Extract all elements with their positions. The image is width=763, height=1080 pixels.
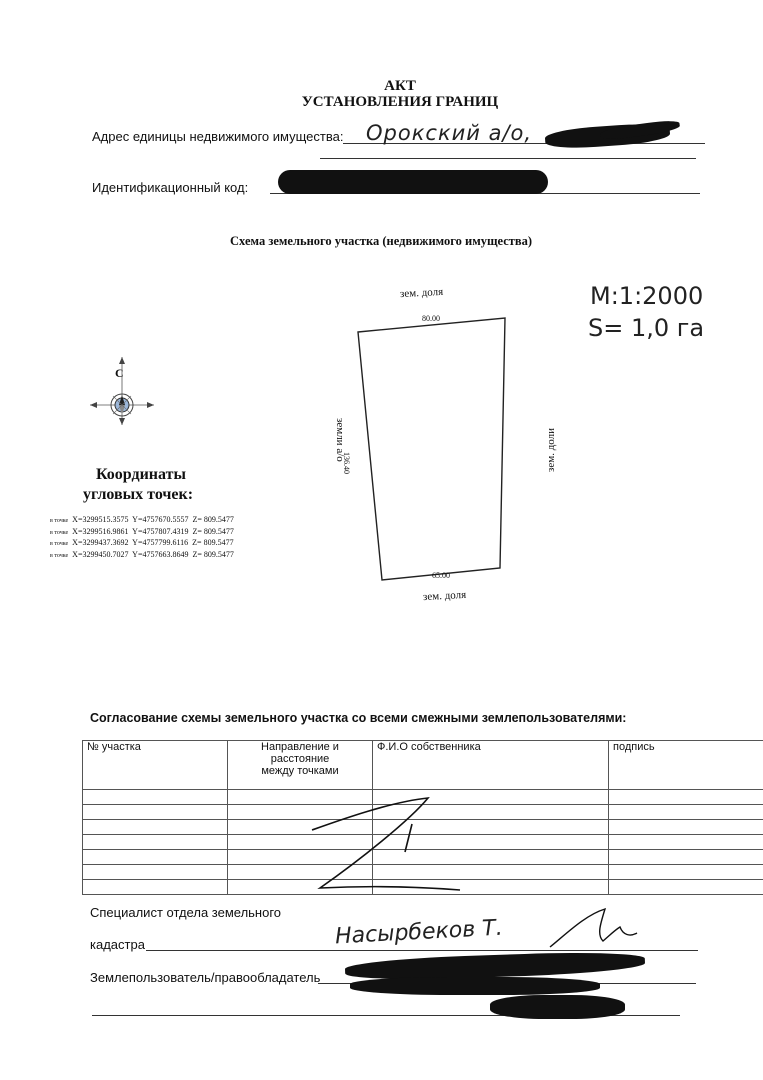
col-direction: Направление и расстояние между точками [228, 741, 373, 790]
table-header-row [83, 741, 763, 790]
compass-north-label: С [115, 366, 124, 380]
scheme-title: Схема земельного участка (недвижимого имущества) [230, 234, 533, 248]
specialist-label-line2: кадастра [90, 937, 145, 952]
landuser-redaction-3 [490, 995, 625, 1019]
label-top: зем. доля [399, 285, 444, 301]
agreement-title: Согласование схемы земельного участка со всеми смежными землепользователями: [90, 711, 627, 725]
coordinate-row: в точке X=3299516.9861 Y=4757807.4319 Z= 809.5477 [50, 526, 234, 536]
dim-bottom: 65.00 [432, 571, 450, 580]
document-title-line1: АКТ [384, 78, 416, 94]
dim-left: 136.40 [342, 452, 351, 474]
address-handwritten-value: Орокский а/о, [366, 121, 533, 145]
compass-icon [88, 355, 156, 427]
identification-redaction [278, 170, 548, 194]
area-note: S= 1,0 га [588, 314, 705, 342]
landuser-redaction-2 [350, 977, 600, 995]
specialist-signature [545, 905, 645, 955]
label-left: земли а/о [334, 418, 346, 462]
col-owner-name: Ф.И.О собственника [373, 741, 609, 790]
document-title-line2: УСТАНОВЛЕНИЯ ГРАНИЦ [301, 94, 499, 110]
address-label: Адрес единицы недвижимого имущества: [92, 129, 344, 144]
coordinates-title-line2: угловых точек: [83, 486, 194, 503]
identification-label: Идентификационный код: [92, 180, 249, 195]
coordinate-row: в точке X=3299450.7027 Y=4757663.8649 Z= 809.5477 [50, 549, 234, 559]
col-signature: подпись [609, 741, 763, 790]
label-right: зем. доли [545, 427, 557, 472]
dim-top: 80.00 [422, 314, 440, 323]
label-bottom: зем. доля [422, 588, 467, 604]
specialist-handwritten-name: Насырбеков Т. [334, 915, 504, 950]
scale-note: M:1:2000 [590, 282, 704, 310]
coordinates-title-line1: Координаты [96, 466, 186, 483]
coordinate-row: в точке X=3299437.3692 Y=4757799.6116 Z= 809.5477 [50, 538, 234, 547]
specialist-label-line1: Специалист отдела земельного [90, 905, 282, 920]
coordinates-list [50, 515, 234, 561]
landuser-label: Землепользователь/правообладатель [90, 970, 321, 985]
table-cancel-stroke [300, 790, 480, 900]
parcel-outline [358, 318, 505, 580]
coordinate-row: в точке X=3299515.3575 Y=4757670.5557 Z= 809.5477 [50, 515, 234, 524]
col-plot-number: № участка [83, 741, 228, 790]
address-underline-2 [320, 158, 696, 159]
